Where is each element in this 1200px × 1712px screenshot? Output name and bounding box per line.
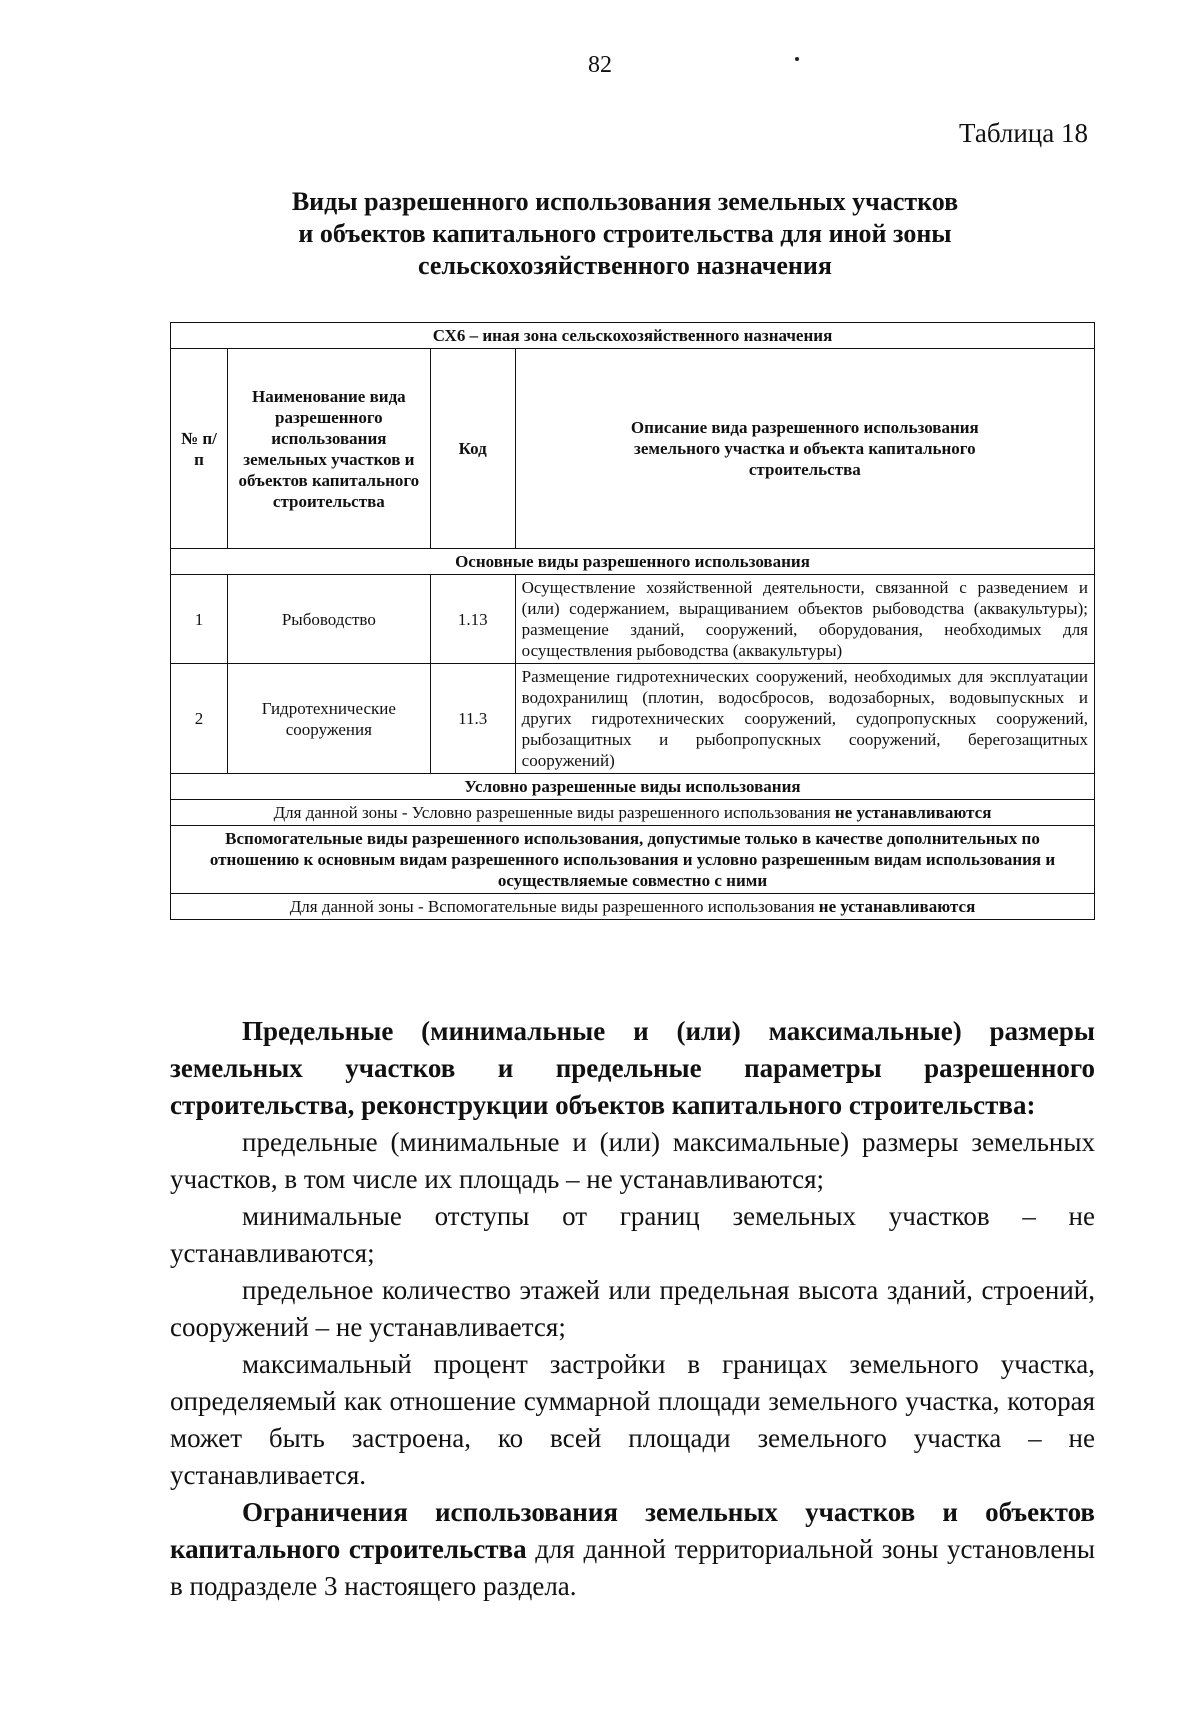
restrictions-text: для данной территориальной зоны установлены в подразделе 3 настоящего раздела. bbox=[170, 1534, 1095, 1601]
row-code: 1.13 bbox=[430, 575, 515, 664]
column-header-code: Код bbox=[430, 349, 515, 549]
zone-header: СХ6 – иная зона сельскохозяйственного назначения bbox=[171, 323, 1095, 349]
limits-item: максимальный процент застройки в границах земельного участка, определяемый как отношение суммарной площади земельного участка, которая может быть застроена, ко всей площади земельного участка – не устанавливается. bbox=[170, 1349, 1095, 1490]
table-row bbox=[171, 575, 1095, 664]
row-number: 1 bbox=[171, 575, 228, 664]
limits-section bbox=[170, 1013, 1095, 1605]
restrictions-bold: Ограничения использования земельных участков и объектов капитального строительства bbox=[170, 1497, 1095, 1564]
conditional-note-bold: не устанавливаются bbox=[834, 803, 992, 822]
section-header-main: Основные виды разрешенного использования bbox=[171, 549, 1095, 575]
limits-heading: Предельные (минимальные и (или) максимальные) размеры земельных участков и предельные параметры разрешенного строительства, реконструкции объектов капитального строительства: bbox=[170, 1016, 1095, 1120]
row-name: Гидротехнические сооружения bbox=[227, 664, 430, 774]
row-name: Рыбоводство bbox=[227, 575, 430, 664]
auxiliary-note-bold: не устанавливаются bbox=[818, 897, 976, 916]
auxiliary-note-text: Для данной зоны - Вспомогательные виды разрешенного использования bbox=[289, 897, 815, 916]
section-header-auxiliary: Вспомогательные виды разрешенного использования, допустимые только в качестве дополнительных по отношению к основным видам разрешенного использования и условно разрешенным видам использования и осуществляемые совместно с ними bbox=[171, 826, 1095, 894]
table-label: Таблица 18 bbox=[959, 118, 1088, 148]
auxiliary-note bbox=[171, 894, 1095, 920]
conditional-note-text: Для данной зоны - Условно разрешенные виды разрешенного использования bbox=[273, 803, 831, 822]
limits-item: предельные (минимальные и (или) максимальные) размеры земельных участков, в том числе их площадь – не устанавливаются; bbox=[170, 1127, 1095, 1194]
limits-item: минимальные отступы от границ земельных участков – не устанавливаются; bbox=[170, 1201, 1095, 1268]
restrictions-paragraph bbox=[170, 1494, 1095, 1605]
limits-item: предельное количество этажей или предельная высота зданий, строений, сооружений – не устанавливается; bbox=[170, 1275, 1095, 1342]
row-description: Осуществление хозяйственной деятельности, связанной с разведением и (или) содержанием, выращиванием объектов рыбоводства (аквакультуры); размещение зданий, сооружений, оборудования, необходимых для осуществления рыбоводства (аквакультуры) bbox=[515, 575, 1094, 664]
row-description: Размещение гидротехнических сооружений, необходимых для эксплуатации водохранилищ (плотин, водосбросов, водозаборных, водовыпускных и других гидротехнических сооружений, судопропускных сооружений, рыбозащитных и рыбопропускных сооружений, берегозащитных сооружений) bbox=[515, 664, 1094, 774]
column-header-name: Наименование вида разрешенного использования земельных участков и объектов капитального строительства bbox=[227, 349, 430, 549]
page-number: 82 bbox=[588, 52, 612, 78]
row-number: 2 bbox=[171, 664, 228, 774]
land-use-table bbox=[170, 322, 1095, 920]
column-header-number: № п/п bbox=[171, 349, 228, 549]
title-line: сельскохозяйственного назначения bbox=[418, 251, 832, 280]
title-line: Виды разрешенного использования земельных участков bbox=[291, 187, 959, 216]
column-header-description: Описание вида разрешенного использования земельного участка и объекта капитального строительства bbox=[515, 349, 1094, 549]
title-line: и объектов капитального строительства для иной зоны bbox=[298, 219, 952, 248]
table-row bbox=[171, 664, 1095, 774]
document-title bbox=[170, 186, 1080, 282]
conditional-note bbox=[171, 800, 1095, 826]
section-header-conditional: Условно разрешенные виды использования bbox=[171, 774, 1095, 800]
row-code: 11.3 bbox=[430, 664, 515, 774]
scan-speck bbox=[795, 57, 799, 61]
